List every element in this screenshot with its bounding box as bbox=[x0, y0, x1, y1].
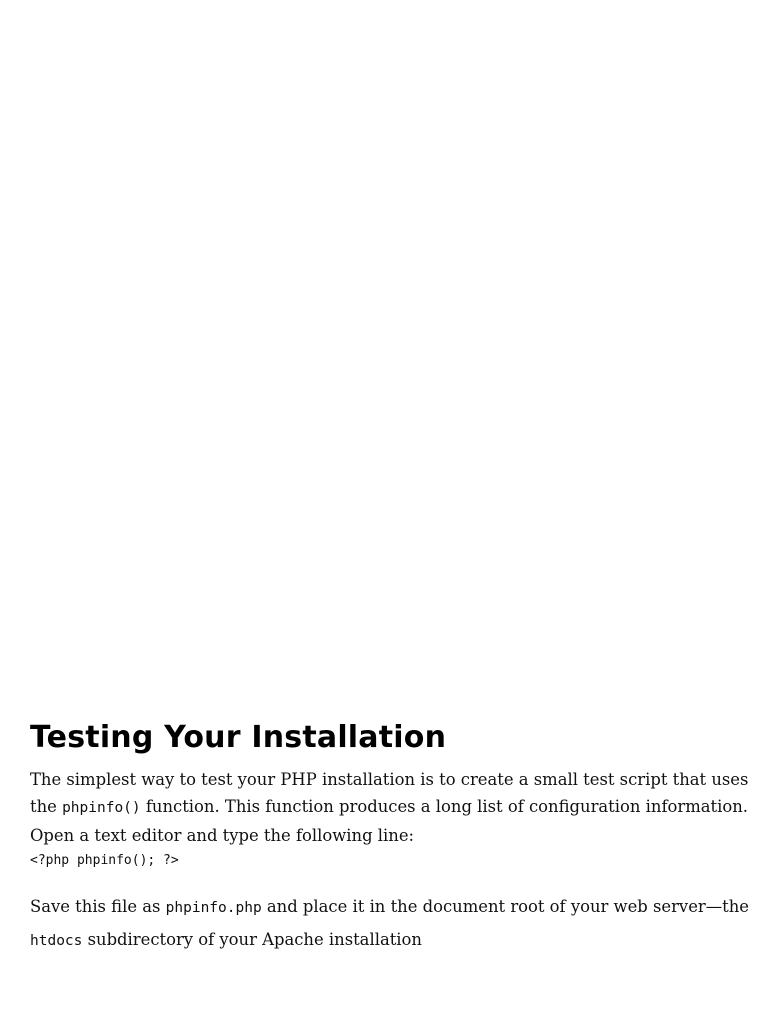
instruction-text-3: subdirectory of your Apache installation bbox=[82, 930, 422, 949]
inline-code-htdocs: htdocs bbox=[30, 933, 83, 949]
section-heading: Testing Your Installation bbox=[30, 720, 447, 755]
instruction-text-2: and place it in the document root of your web server—the bbox=[261, 897, 749, 916]
intro-paragraph bbox=[30, 766, 760, 849]
code-snippet: <?php phpinfo(); ?> bbox=[30, 853, 179, 868]
section-testing-installation bbox=[30, 718, 760, 957]
intro-text-1: The simplest way to test your PHP installation is to create a small test script that uses the bbox=[30, 770, 749, 816]
inline-code-phpinfo-function: phpinfo() bbox=[62, 800, 141, 816]
inline-code-filename: phpinfo.php bbox=[165, 900, 262, 916]
instruction-paragraph bbox=[30, 891, 760, 957]
intro-text-2: function. This function produces a long list of configuration information. Open a text editor and type the following line: bbox=[30, 797, 748, 845]
instruction-text-1: Save this file as bbox=[30, 897, 166, 916]
